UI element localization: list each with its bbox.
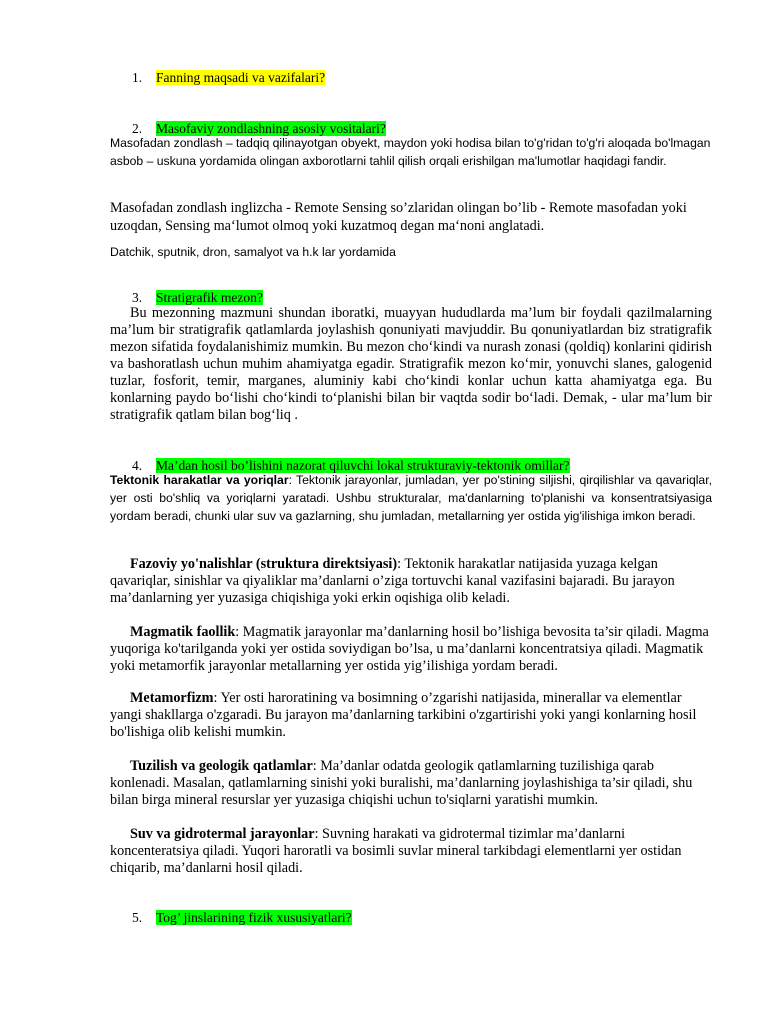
question-1-text: Fanning maqsadi va vazifalari? xyxy=(156,70,326,85)
question-2-paragraph-2: Masofadan zondlash inglizcha - Remote Sensing so’zlaridan olingan bo’lib - Remote masofadan yoki uzoqdan, Sensing ma‘lumot olmoq yoki kuzatmoq degan ma‘noni anglatadi. xyxy=(110,200,687,234)
spatial-desc: : Tektonik harakatlar natijasida yuzaga kelgan qavariqlar, sinishlar va qiyaliklar ma’danlarni o’ziga tortuvchi kanal vazifasini bajaradi. Bu jarayon ma’danlarning yer yuzasiga chiqishiga yoki erkin oqishiga olib keladi. xyxy=(110,556,675,606)
question-3-number: 3. xyxy=(132,290,143,305)
question-1-heading xyxy=(132,69,325,86)
question-2-text: Masofaviy zondlashning asosiy vositalari? xyxy=(156,121,386,136)
question-4-paragraph-1 xyxy=(110,471,712,525)
question-3-heading xyxy=(132,289,263,306)
question-5-heading xyxy=(132,909,352,926)
question-3-paragraph: Bu mezonning mazmuni shundan iboratki, muayyan hududlarda ma’lum bir foydali qazilmalarning ma’lum bir stratigrafik qatlamlarda joylashish qonuniyati mavjuddir. Bu qonuniyatlardan biz stratigrafik mezon sifatida foydalanishimiz mumkin. Bu mezon cho‘kindi va nurash zonasi (qoldiq) konlarini qidirish va bashoratlash uchun muhim ahamiyatga egadir. Stratigrafik mezon ko‘mir, yonuvchi slanes, galogenid tuzlar, fosforit, temir, marganes, aluminiy kabi cho‘kindi konlar uchun katta ahamiyatga ega. Bu konlarning paydo bo‘lishi cho‘kindi to‘planishi bilan bir vaqtda sodir bo‘ladi. Demak, - ular ma’lum bir stratigrafik qatlam bilan bog‘liq . xyxy=(110,305,712,423)
question-1-number: 1. xyxy=(132,70,143,85)
question-4-text: Ma’dan hosil bo’lishini nazorat qiluvchi lokal strukturaviy-tektonik omillar? xyxy=(156,458,570,473)
question-4-number: 4. xyxy=(132,458,143,473)
question-4-paragraph-2 xyxy=(110,556,712,607)
metamorphism-desc: : Yer osti haroratining va bosimning o’zgarishi natijasida, minerallar va elementlar yangi shakllarga o'zgaradi. Bu jarayon ma’danlarning tarkibini o'zgartirishi yoki yangi konlarning hosil bo'lishiga olib kelishi mumkin. xyxy=(110,690,697,740)
question-4-paragraph-5 xyxy=(110,758,712,809)
magmatic-term: Magmatik faollik xyxy=(130,624,236,640)
magmatic-desc: : Magmatik jarayonlar ma’danlarning hosil bo’lishiga bevosita ta’sir qiladi. Magma yuqoriga ko'tarilganda yoki yer ostida soviydigan bo’lsa, u ma’danlarni koncentratsiya qiladi. Magmatik yoki metamorfik jarayonlar metallarning yer ostida yig’ilishiga yordam beradi. xyxy=(110,624,709,674)
question-2-number: 2. xyxy=(132,121,143,136)
layers-term: Tuzilish va geologik qatlamlar xyxy=(130,758,313,774)
question-4-paragraph-4 xyxy=(110,690,712,741)
tectonic-term: Tektonik harakatlar va yoriqlar xyxy=(110,473,289,487)
question-2-paragraph-3: Datchik, sputnik, dron, samalyot va h.k lar yordamida xyxy=(110,245,396,259)
question-5-text: Tog’ jinslarining fizik xususiyatlari? xyxy=(156,910,352,925)
hydrothermal-term: Suv va gidrotermal jarayonlar xyxy=(130,826,315,842)
question-3-text: Stratigrafik mezon? xyxy=(156,290,263,305)
question-5-number: 5. xyxy=(132,910,143,925)
question-4-paragraph-3 xyxy=(110,624,712,675)
hydrothermal-desc: : Suvning harakati va gidrotermal tizimlar ma’danlarni koncenteratsiya qiladi. Yuqori haroratli va bosimli suvlar mineral tarkibdagi elementlarni yer ostidan chiqarib, ma’danlarni hosil qiladi. xyxy=(110,826,682,876)
question-2-paragraph-1: Masofadan zondlash – tadqiq qilinayotgan obyekt, maydon yoki hodisa bilan to'g'ridan to'g'ri aloqada bo'lmagan asbob – uskuna yordamida olingan axborotlarni tahlil qilish orqali erishilgan ma'lumotlar haqidagi fandir. xyxy=(110,136,711,168)
metamorphism-term: Metamorfizm xyxy=(130,690,214,706)
layers-desc: : Ma’danlar odatda geologik qatlamlarning tuzilishiga qarab konlenadi. Masalan, qatlamlarning sinishi yoki buralishi, ma’danlarning joylashishiga ta’sir qiladi, shu bilan birga mineral resurslar yer yuzasiga chiqishi uchun to'siqlarni yaratishi mumkin. xyxy=(110,758,693,808)
spatial-term: Fazoviy yo'nalishlar (struktura direktsiyasi) xyxy=(130,556,398,572)
tectonic-desc: : Tektonik jarayonlar, jumladan, yer po'stining siljishi, qirqilishlar va qavariqlar, yer osti bo'shliq va yoriqlarni yaratadi. Ushbu strukturalar, ma'danlarning to'planishi va konsentratsiyasiga yordam beradi, chunki ular suv va gazlarning, shu jumladan, metallarning yer ostida yig'ilishiga imkon beradi. xyxy=(110,473,712,523)
question-4-paragraph-6 xyxy=(110,826,712,877)
